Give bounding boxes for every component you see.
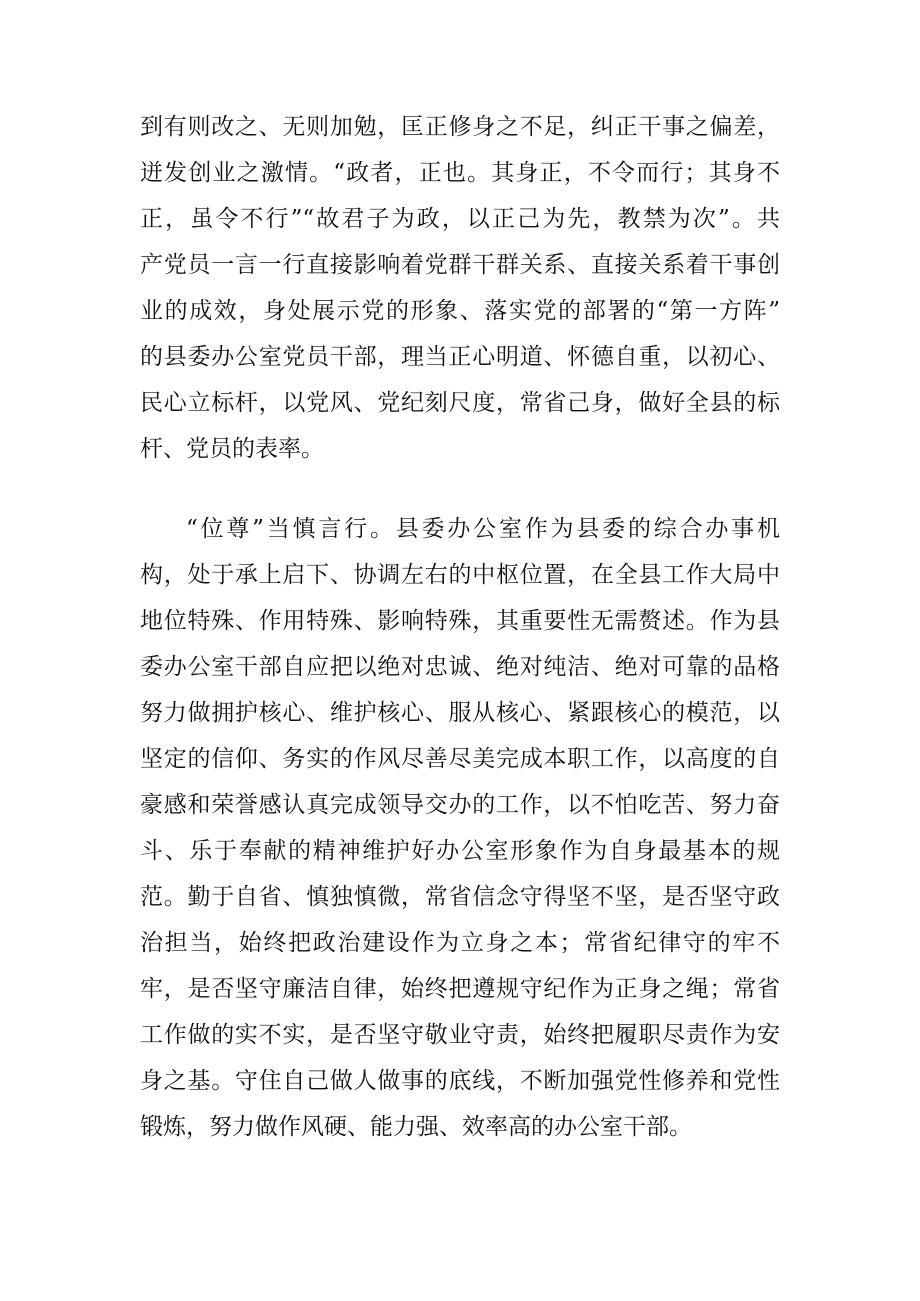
paragraph-line: 范。勤于自省、慎独慎微，常省信念守得坚不坚，是否坚守政 — [140, 884, 780, 910]
paragraph-line: 迸发创业之激情。“政者，正也。其身正，不令而行；其身不 — [140, 160, 780, 186]
paragraph-line: 治担当，始终把政治建设作为立身之本；常省纪律守的牢不 — [140, 930, 780, 956]
paragraph-line: 坚定的信仰、务实的作风尽善尽美完成本职工作，以高度的自 — [140, 746, 780, 772]
paragraph-line: 豪感和荣誉感认真完成领导交办的工作，以不怕吃苦、努力奋 — [140, 792, 780, 818]
paragraph-line: 地位特殊、作用特殊、影响特殊，其重要性无需赘述。作为县 — [140, 608, 780, 634]
paragraph-line: 努力做拥护核心、维护核心、服从核心、紧跟核心的模范，以 — [140, 700, 780, 726]
paragraph-line: 正，虽令不行”“故君子为政，以正己为先，教禁为次”。共 — [140, 206, 780, 232]
paragraph-line: 杆、党员的表率。 — [140, 436, 324, 462]
paragraph-line: 工作做的实不实，是否坚守敬业守责，始终把履职尽责作为安 — [140, 1022, 780, 1048]
paragraph-2 — [140, 506, 780, 1150]
paragraph-line: 身之基。守住自己做人做事的底线，不断加强党性修养和党性 — [140, 1068, 780, 1094]
paragraph-line: 到有则改之、无则加勉，匡正修身之不足，纠正干事之偏差， — [140, 114, 780, 140]
paragraph-line: 民心立标杆，以党风、党纪刻尺度，常省己身，做好全县的标 — [140, 390, 780, 416]
paragraph-line: 牢，是否坚守廉洁自律，始终把遵规守纪作为正身之绳；常省 — [140, 976, 780, 1002]
paragraph-line: 构，处于承上启下、协调左右的中枢位置，在全县工作大局中 — [140, 562, 780, 588]
paragraph-line: 锻炼，努力做作风硬、能力强、效率高的办公室干部。 — [140, 1114, 692, 1140]
paragraph-line: 的县委办公室党员干部，理当正心明道、怀德自重，以初心、 — [140, 344, 780, 370]
paragraph-1 — [140, 104, 780, 472]
paragraph-line: 委办公室干部自应把以绝对忠诚、绝对纯洁、绝对可靠的品格 — [140, 654, 780, 680]
paragraph-line: “位尊”当慎言行。县委办公室作为县委的综合办事机 — [186, 516, 780, 542]
paragraph-line: 产党员一言一行直接影响着党群干群关系、直接关系着干事创 — [140, 252, 780, 278]
paragraph-line: 业的成效，身处展示党的形象、落实党的部署的“第一方阵” — [140, 298, 780, 324]
paragraph-line: 斗、乐于奉献的精神维护好办公室形象作为自身最基本的规 — [140, 838, 780, 864]
